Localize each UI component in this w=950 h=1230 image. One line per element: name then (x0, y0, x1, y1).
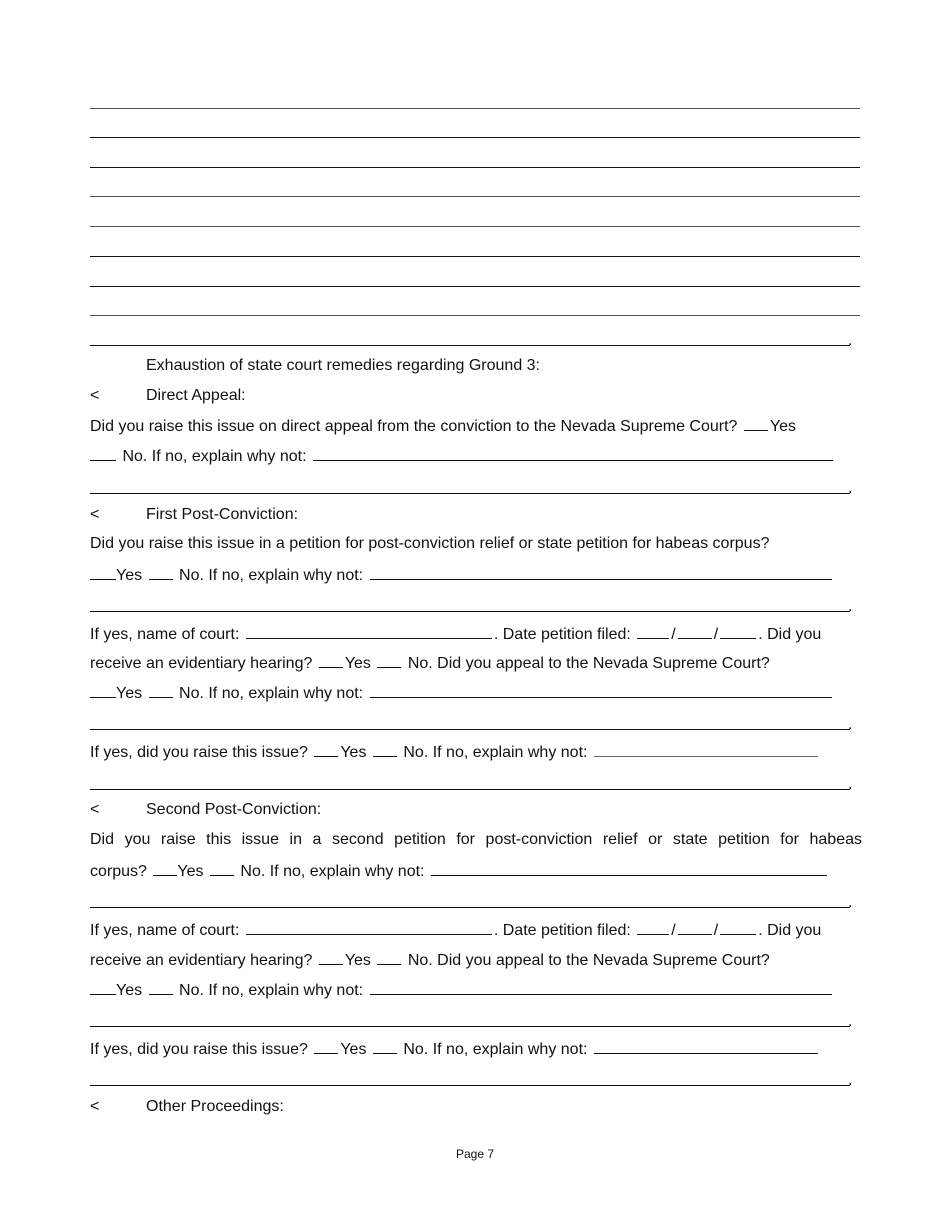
bullet-first-pc: < (90, 506, 100, 523)
second-pc-raise-explain-field[interactable] (594, 1038, 818, 1054)
first-pc-hearing-label: receive an evidentiary hearing? (90, 655, 313, 672)
direct-appeal-explain-line[interactable] (90, 493, 850, 494)
first-pc-date-month[interactable] (637, 623, 669, 639)
line-end-period: . (848, 776, 853, 793)
direct-appeal-yes-label: Yes (769, 418, 797, 435)
second-pc-title: Second Post-Conviction: (146, 801, 322, 818)
second-pc-court-line (90, 919, 862, 941)
first-pc-appeal-yes-label: Yes (116, 685, 143, 702)
first-pc-court-field[interactable] (246, 623, 492, 639)
bullet-second-pc: < (90, 801, 100, 818)
first-pc-court-line (90, 623, 862, 645)
second-pc-hearing-line (90, 949, 862, 971)
date-separator: / (713, 626, 719, 643)
second-pc-no-appeal: No. Did you appeal to the Nevada Supreme Court? (407, 952, 770, 969)
second-pc-date-day[interactable] (678, 919, 712, 935)
first-pc-raise-yes-blank[interactable] (314, 741, 338, 757)
bullet-direct-appeal: < (90, 387, 100, 404)
answer-line-6[interactable] (90, 256, 860, 257)
second-pc-court-field[interactable] (246, 919, 492, 935)
first-pc-appeal-line (90, 682, 862, 704)
direct-appeal-question-line (90, 415, 862, 437)
answer-line-4[interactable] (90, 196, 860, 197)
second-pc-hearing-label: receive an evidentiary hearing? (90, 952, 313, 969)
first-pc-date-day[interactable] (678, 623, 712, 639)
second-pc-yesno-line (90, 860, 862, 882)
second-pc-raise-no-blank[interactable] (373, 1038, 397, 1054)
first-pc-raise-explain-line[interactable] (90, 789, 850, 790)
second-pc-yes-blank[interactable] (153, 860, 177, 876)
first-pc-appeal-explain-field[interactable] (370, 682, 832, 698)
first-pc-hearing-yes-label: Yes (344, 655, 371, 672)
second-pc-appeal-explain-line[interactable] (90, 1026, 850, 1027)
first-pc-hearing-line (90, 652, 862, 674)
first-pc-court-label: If yes, name of court: (90, 626, 240, 643)
first-pc-yes-label: Yes (116, 567, 143, 584)
second-pc-did-you: . Did you (758, 922, 822, 939)
second-pc-date-month[interactable] (637, 919, 669, 935)
first-pc-appeal-no-blank[interactable] (149, 682, 173, 698)
line-end-period: . (848, 332, 853, 349)
second-pc-appeal-no-explain: No. If no, explain why not: (179, 982, 364, 999)
other-proceedings-title: Other Proceedings: (146, 1098, 284, 1115)
first-pc-appeal-yes-blank[interactable] (90, 682, 116, 698)
second-pc-raise-line (90, 1038, 862, 1060)
first-pc-date-label: . Date petition filed: (493, 626, 631, 643)
date-separator: / (713, 922, 719, 939)
answer-line-1[interactable] (90, 108, 860, 109)
second-pc-explain-field[interactable] (431, 860, 827, 876)
first-pc-no-appeal: No. Did you appeal to the Nevada Supreme Court? (407, 655, 770, 672)
second-pc-hearing-no-blank[interactable] (377, 949, 401, 965)
second-pc-appeal-line (90, 979, 862, 1001)
first-pc-yes-blank[interactable] (90, 564, 116, 580)
direct-appeal-question: Did you raise this issue on direct appeal from the conviction to the Nevada Supreme Court? (90, 418, 738, 435)
second-pc-raise-explain-line[interactable] (90, 1085, 850, 1086)
bullet-other: < (90, 1098, 100, 1115)
second-pc-raise-label: If yes, did you raise this issue? (90, 1041, 308, 1058)
first-pc-yesno-line (90, 564, 862, 586)
line-end-period: . (848, 598, 853, 615)
second-pc-hearing-yes-label: Yes (344, 952, 371, 969)
date-separator: / (671, 922, 676, 939)
second-pc-appeal-explain-field[interactable] (370, 979, 832, 995)
second-pc-hearing-yes-blank[interactable] (319, 949, 343, 965)
first-pc-date-year[interactable] (720, 623, 756, 639)
second-pc-no-blank[interactable] (210, 860, 234, 876)
second-pc-appeal-yes-blank[interactable] (90, 979, 116, 995)
first-pc-title: First Post-Conviction: (146, 506, 299, 523)
answer-line-8[interactable] (90, 315, 860, 316)
second-pc-raise-yes-label: Yes (340, 1041, 367, 1058)
line-end-period: . (848, 1013, 853, 1030)
second-pc-no-explain: No. If no, explain why not: (240, 863, 425, 880)
answer-line-2[interactable] (90, 137, 860, 138)
answer-line-3[interactable] (90, 167, 860, 168)
first-pc-appeal-explain-line[interactable] (90, 729, 850, 730)
first-pc-raise-yes-label: Yes (340, 744, 367, 761)
second-pc-appeal-no-blank[interactable] (149, 979, 173, 995)
direct-appeal-no-explain: No. If no, explain why not: (122, 448, 307, 465)
first-pc-hearing-no-blank[interactable] (377, 652, 401, 668)
second-pc-explain-line[interactable] (90, 907, 850, 908)
first-pc-question: Did you raise this issue in a petition for post-conviction relief or state petition for habeas corpus? (90, 535, 770, 552)
exhaustion-heading: Exhaustion of state court remedies regarding Ground 3: (146, 357, 540, 374)
answer-line-9[interactable] (90, 345, 850, 346)
second-pc-appeal-yes-label: Yes (116, 982, 143, 999)
second-pc-date-year[interactable] (720, 919, 756, 935)
second-pc-question: Did you raise this issue in a second petition for post-conviction relief or state petition for habeas (90, 831, 862, 848)
date-separator: / (671, 626, 676, 643)
second-pc-raise-no-explain: No. If no, explain why not: (403, 1041, 588, 1058)
answer-line-5[interactable] (90, 226, 860, 227)
first-pc-raise-no-explain: No. If no, explain why not: (403, 744, 588, 761)
second-pc-corpus: corpus? (90, 863, 147, 880)
second-pc-court-label: If yes, name of court: (90, 922, 240, 939)
direct-appeal-no-blank[interactable] (90, 445, 116, 461)
first-pc-raise-line (90, 741, 862, 763)
first-pc-no-blank[interactable] (149, 564, 173, 580)
line-end-period: . (848, 716, 853, 733)
page-number: Page 7 (455, 1147, 495, 1161)
second-pc-raise-yes-blank[interactable] (314, 1038, 338, 1054)
second-pc-yes-label: Yes (177, 863, 204, 880)
answer-line-7[interactable] (90, 286, 860, 287)
first-pc-did-you: . Did you (758, 626, 822, 643)
second-pc-date-label: . Date petition filed: (493, 922, 631, 939)
first-pc-explain-field[interactable] (370, 564, 832, 580)
first-pc-raise-no-blank[interactable] (373, 741, 397, 757)
direct-appeal-no-line (90, 445, 862, 467)
first-pc-raise-label: If yes, did you raise this issue? (90, 744, 308, 761)
first-pc-raise-explain-field[interactable] (594, 741, 818, 757)
first-pc-explain-line[interactable] (90, 611, 850, 612)
line-end-period: . (848, 1072, 853, 1089)
direct-appeal-yes-blank[interactable] (744, 415, 768, 431)
direct-appeal-explain-field[interactable] (313, 445, 833, 461)
line-end-period: . (848, 480, 853, 497)
direct-appeal-title: Direct Appeal: (146, 387, 246, 404)
line-end-period: . (848, 894, 853, 911)
first-pc-no-explain: No. If no, explain why not: (179, 567, 364, 584)
first-pc-appeal-no-explain: No. If no, explain why not: (179, 685, 364, 702)
first-pc-hearing-yes-blank[interactable] (319, 652, 343, 668)
